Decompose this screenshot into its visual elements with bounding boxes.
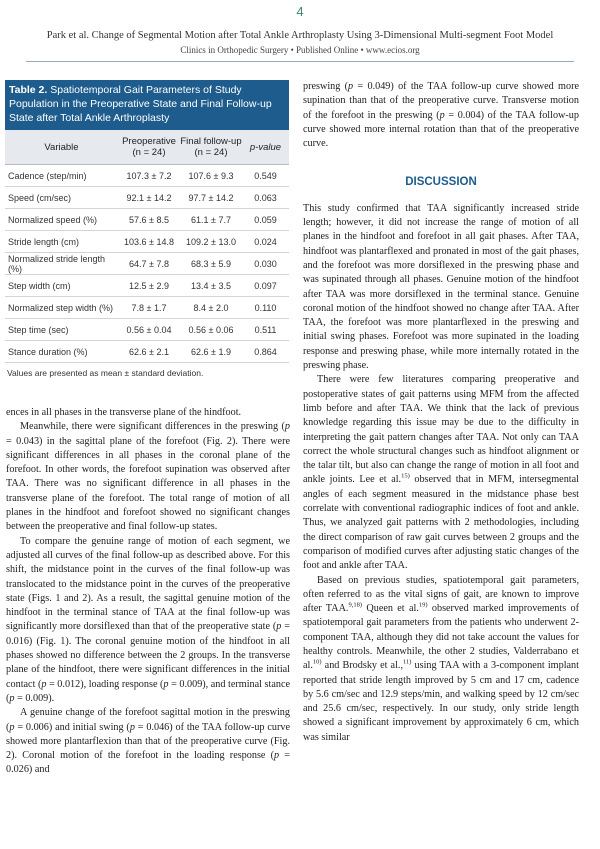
cell-p-value: 0.063 bbox=[254, 192, 277, 203]
table-row bbox=[5, 341, 289, 363]
header-p-text: p-value bbox=[249, 141, 282, 153]
cell-p-value: 0.024 bbox=[254, 236, 277, 247]
table-caption bbox=[5, 80, 289, 130]
table-row bbox=[5, 253, 289, 275]
citation: 10) bbox=[312, 658, 322, 666]
cell-p-value: 0.110 bbox=[254, 302, 277, 313]
cell-variable: Stride length (cm) bbox=[8, 236, 80, 247]
paragraph: To compare the genuine range of motion of each segment, we adjusted all curves of the final follow-up as described above. For this shift, the midstance point in the curves of the final follow-up was translocated to the midstance point in the curves of the preoperative state (Figs. 1 and 2). As a result, the sagittal genuine motion of the hindfoot in the terminal stance of TAA at the final follow-up was significantly more dorsiflexed than that of the preoperative state (p = 0.016) (Fig. 1). The coronal genuine motion of the hindfoot in all phases showed no difference between the 2 groups. In the transverse plane of the hindfoot, there were significant differences in the initial contact (p = 0.012), loading response (p = 0.009), and terminal stance (p = 0.009). bbox=[6, 535, 290, 704]
header-pre-label: Preoperative bbox=[122, 136, 176, 147]
cell-final-follow-up: 68.3 ± 5.9 bbox=[191, 258, 231, 269]
header-p-value bbox=[242, 142, 289, 153]
header-rule bbox=[26, 61, 574, 62]
header-final-follow-up bbox=[180, 136, 242, 158]
cell-preoperative: 12.5 ± 2.9 bbox=[129, 280, 169, 291]
cell-preoperative: 64.7 ± 7.8 bbox=[129, 258, 169, 269]
header-fu-n: (n = 24) bbox=[194, 147, 228, 158]
cell-p-value: 0.511 bbox=[254, 324, 277, 335]
paragraph: preswing (p = 0.049) of the TAA follow-up curve showed more supination than that of the preoperative curve. Transverse motion of the forefoot in the preswing (p = 0.004) of the TAA follow-up curve showed more internal rotation than that of the preoperative curve. bbox=[303, 81, 579, 150]
table-2 bbox=[5, 80, 289, 378]
table-row bbox=[5, 187, 289, 209]
table-note: Values are presented as mean ± standard deviation. bbox=[7, 368, 204, 378]
paragraph: Based on previous studies, spatiotemporal gait parameters, often referred to as the vital signs of gait, are known to improve after TAA.$^{9,18)}$ Queen et al.$^{19)}$ observed marked improvements of spatiotemporal gait parameters from the patients who underwent 2-component TAA, although they did not take account the values for healthy controls. Meanwhile, the other 2 studies, Valderrabano et al.$^{10)}$ and Brodsky et al.,$^{11)}$ using TAA with a 3-component implant reported that stride length improved by 5 cm and 17 cm, cadence by 5.6 cm/sec and 12.9 steps/min, and walking speed by 12 cm/sec and 25.6 cm/sec, respectively. In our study, only stride length showed a significant improvement by approximately 6 cm, which was similar bbox=[303, 574, 579, 743]
cell-preoperative: 92.1 ± 14.2 bbox=[126, 192, 172, 203]
section-heading-discussion: DISCUSSION bbox=[405, 176, 477, 189]
cell-final-follow-up: 13.4 ± 3.5 bbox=[191, 280, 231, 291]
table-header bbox=[5, 130, 289, 165]
cell-variable: Step time (sec) bbox=[8, 324, 69, 335]
paragraph: There were few literatures comparing preoperative and postoperative states of gait patterns using MFM from the affected limb before and after TAA. We think that the lack of previous knowledge regarding this issue may be due to the difficulty in interpreting the gait pattern changes after TAA. Not only can TAA correct the whole structural changes such as hindfoot alignment or the talar tilt, but also can change the range of motion in all foot and ankle joints. Lee et al.$^{15)}$ observed that in MFM, intersegmental angles of each segment measured in the midstance phase best correlate with conventional radiographic indices of foot and ankle. Thus, we analyzed gait patterns with 2 methodologies, including the direct comparison of raw gait curves between 2 groups and the comparison of modified curves after adjusting static changes of the foot and ankle after TAA. bbox=[303, 374, 579, 572]
journal-line: Clinics in Orthopedic Surgery • Published Online • www.ecios.org bbox=[180, 45, 420, 55]
cell-final-follow-up: 109.2 ± 13.0 bbox=[186, 236, 236, 247]
cell-final-follow-up: 62.6 ± 1.9 bbox=[191, 346, 231, 357]
citation: 11) bbox=[403, 658, 412, 666]
cell-variable: Stance duration (%) bbox=[8, 346, 88, 357]
cell-preoperative: 57.6 ± 8.5 bbox=[129, 214, 169, 225]
cell-preoperative: 62.6 ± 2.1 bbox=[129, 346, 169, 357]
table-row bbox=[5, 165, 289, 187]
cell-variable: Step width (cm) bbox=[8, 280, 71, 291]
paragraph: Meanwhile, there were significant differences in the preswing (p = 0.043) in the sagittal plane of the forefoot (Fig. 2). There were significant differences in all phases in the coronal plane of the forefoot. In other words, the forefoot supination was observed after TAA. There was no significant difference in all phases in the transverse plane of the forefoot. The total range of motion of all planes in the hindfoot and forefoot showed no significant changes between the preoperative and final follow-up states. bbox=[6, 421, 290, 533]
cell-final-follow-up: 8.4 ± 2.0 bbox=[193, 302, 229, 313]
header-preoperative bbox=[118, 136, 180, 158]
table-row bbox=[5, 319, 289, 341]
page-number: 4 bbox=[296, 4, 304, 19]
cell-variable: Cadence (step/min) bbox=[8, 170, 87, 181]
cell-final-follow-up: 61.1 ± 7.7 bbox=[191, 214, 231, 225]
table-label: Table 2. bbox=[9, 84, 48, 96]
cell-preoperative: 0.56 ± 0.04 bbox=[126, 324, 172, 335]
table-row bbox=[5, 209, 289, 231]
citation: 15) bbox=[401, 473, 410, 481]
cell-final-follow-up: 0.56 ± 0.06 bbox=[188, 324, 234, 335]
table-caption-text: Spatiotemporal Gait Parameters of Study Population in the Preoperative State and Final Follow-up State after Total Ankle Arthroplasty bbox=[9, 84, 272, 124]
cell-variable: Normalized step width (%) bbox=[8, 302, 114, 313]
cell-p-value: 0.059 bbox=[254, 214, 277, 225]
left-column bbox=[6, 406, 290, 778]
header-variable: Variable bbox=[44, 141, 79, 153]
cell-p-value: 0.030 bbox=[254, 258, 277, 269]
cell-p-value: 0.864 bbox=[254, 346, 277, 357]
table-body bbox=[5, 165, 289, 363]
cell-p-value: 0.097 bbox=[254, 280, 277, 291]
table-row bbox=[5, 297, 289, 319]
cell-preoperative: 7.8 ± 1.7 bbox=[131, 302, 167, 313]
running-title: Park et al. Change of Segmental Motion after Total Ankle Arthroplasty Using 3-Dimensional Multi-segment Foot Model bbox=[46, 30, 554, 41]
table-row bbox=[5, 231, 289, 253]
paragraph: This study confirmed that TAA significantly increased stride length; however, it did not increase the range of motion of all planes in the hindfoot and forefoot in all gait phases. After TAA, hindfoot was plantarflexed and pronated in most of the gait phases, and the forefoot was more dorsiflexed in the preswing phase and was supinated through all phases. Genuine motion of the hindfoot after TAA was more dorsiflexed in the terminal stance. Genuine coronal motion of the hindfoot showed no change after TAA. After TAA, the forefoot was more plantarflexed in the preswing and initial swing phases. Forefoot was more supinated in the loading response and preswing phase, while more internally rotated in the preswing phase. bbox=[303, 202, 579, 372]
cell-p-value: 0.549 bbox=[254, 170, 277, 181]
cell-variable: Normalized speed (%) bbox=[8, 214, 98, 225]
cell-preoperative: 107.3 ± 7.2 bbox=[126, 170, 172, 181]
citation: 9,18) bbox=[348, 601, 363, 609]
right-column bbox=[303, 80, 579, 745]
cell-final-follow-up: 107.6 ± 9.3 bbox=[188, 170, 234, 181]
paragraph: ences in all phases in the transverse plane of the hindfoot. bbox=[6, 407, 242, 418]
cell-preoperative: 103.6 ± 14.8 bbox=[124, 236, 174, 247]
cell-variable: Speed (cm/sec) bbox=[8, 192, 72, 203]
cell-final-follow-up: 97.7 ± 14.2 bbox=[188, 192, 234, 203]
paragraph: A genuine change of the forefoot sagittal motion in the preswing (p = 0.006) and initial swing (p = 0.046) of the TAA follow-up curve showed more plantarflexion than that of the preoperative curve (Fig. 2). Coronal motion of the forefoot in the loading response (p = 0.026) and bbox=[6, 707, 290, 776]
citation: 19) bbox=[418, 601, 428, 609]
header-fu-label: Final follow-up bbox=[180, 136, 242, 147]
header-pre-n: (n = 24) bbox=[132, 147, 166, 158]
cell-variable: Normalized stride length (%) bbox=[8, 253, 106, 274]
table-row bbox=[5, 275, 289, 297]
